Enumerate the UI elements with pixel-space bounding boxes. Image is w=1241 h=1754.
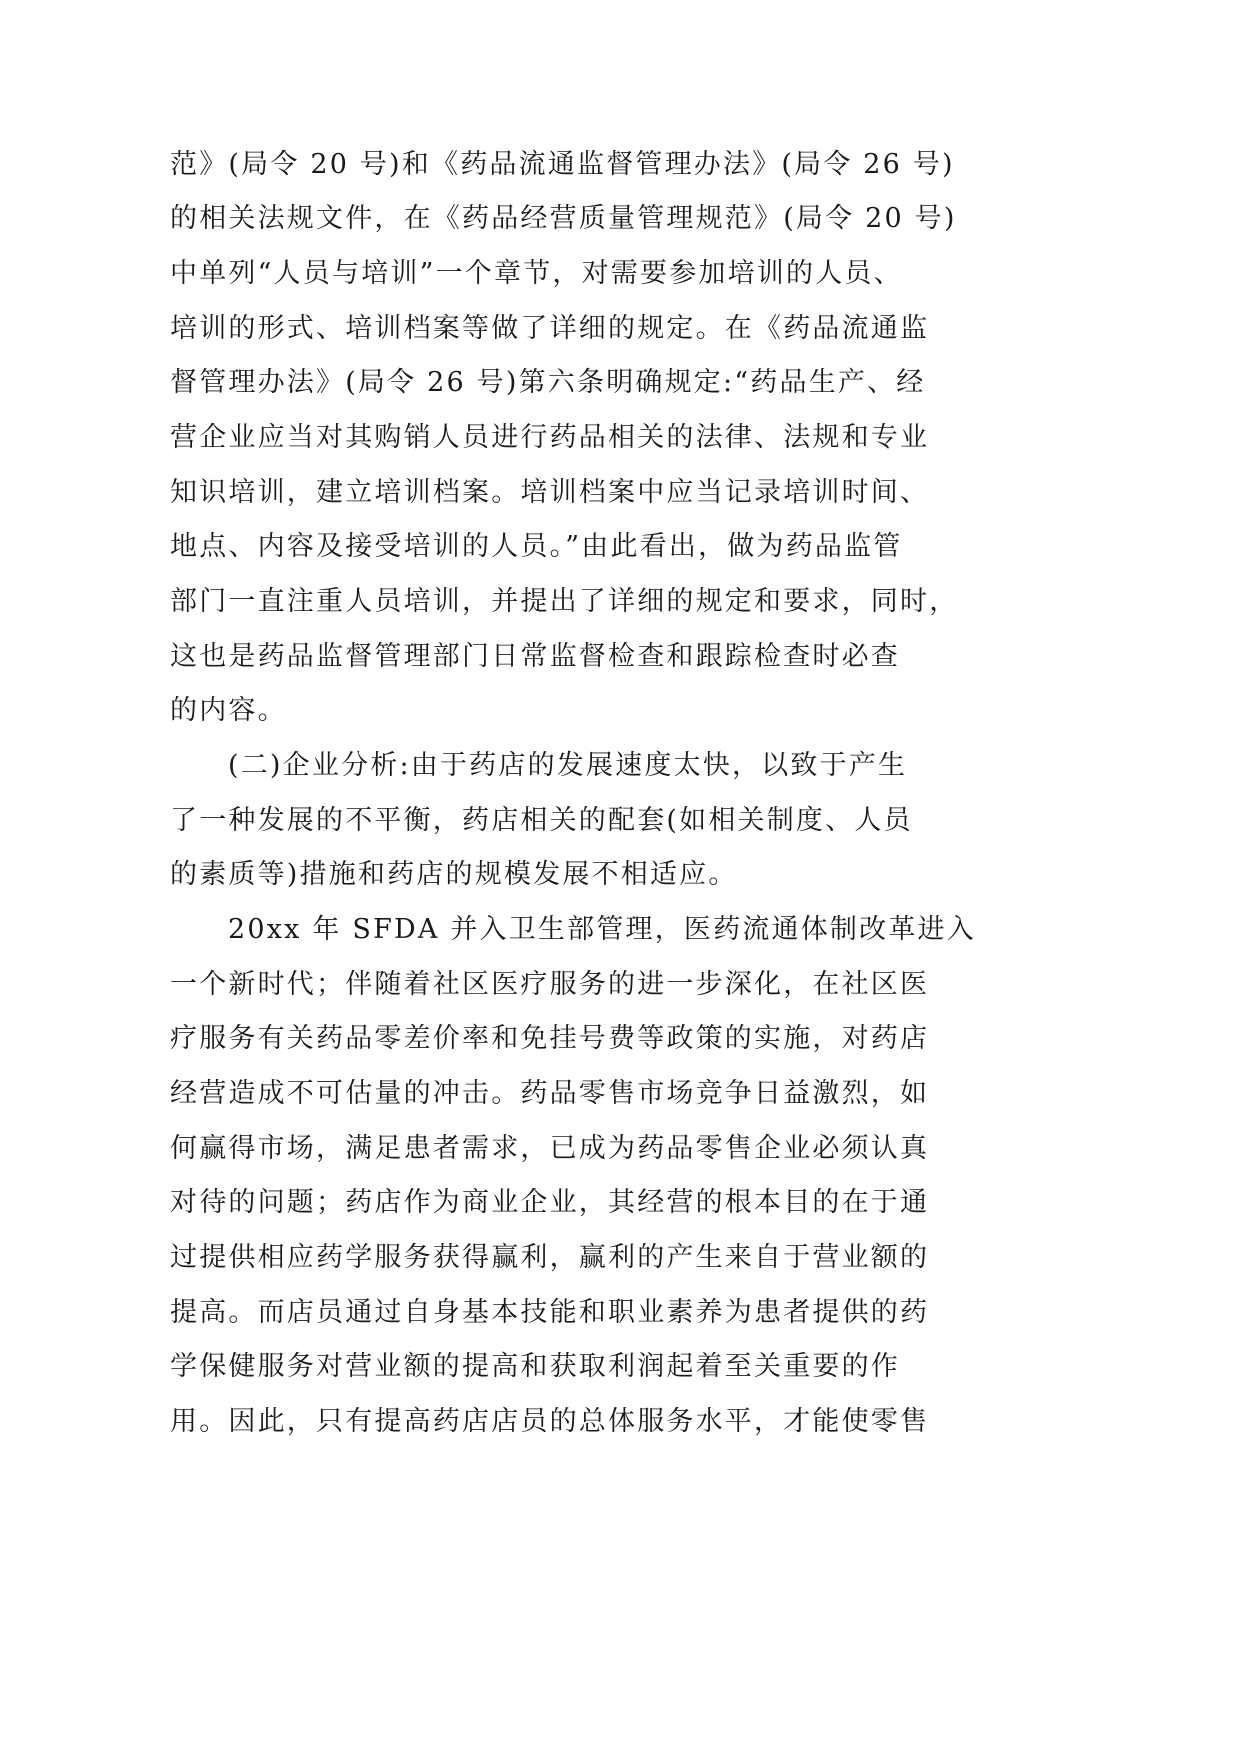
text-line: 营企业应当对其购销人员进行药品相关的法律、法规和专业 — [170, 422, 930, 453]
text-line: 中单列“人员与培训”一个章节，对需要参加培训的人员、 — [170, 258, 903, 289]
text-line: 督管理办法》(局令 26 号)第六条明确规定:“药品生产、经 — [170, 367, 926, 398]
text-line: 部门一直注重人员培训，并提出了详细的规定和要求，同时， — [170, 586, 959, 617]
text-line: 疗服务有关药品零差价率和免挂号费等政策的实施，对药店 — [170, 1023, 930, 1054]
text-line: 范》(局令 20 号)和《药品流通监督管理办法》(局令 26 号) — [170, 149, 955, 180]
text-line: 这也是药品监督管理部门日常监督检查和跟踪检查时必查 — [170, 641, 900, 672]
text-line: 培训的形式、培训档案等做了详细的规定。在《药品流通监 — [170, 313, 930, 344]
text-line: 地点、内容及接受培训的人员。”由此看出，做为药品监管 — [170, 531, 903, 562]
text-line: 过提供相应药学服务获得赢利，赢利的产生来自于营业额的 — [170, 1242, 930, 1273]
text-line: 了一种发展的不平衡，药店相关的配套(如相关制度、人员 — [170, 805, 913, 836]
text-line: 提高。而店员通过自身基本技能和职业素养为患者提供的药 — [170, 1297, 930, 1328]
text-line: 用。因此，只有提高药店店员的总体服务水平，才能使零售 — [170, 1406, 930, 1437]
text-line: 一个新时代；伴随着社区医疗服务的进一步深化，在社区医 — [170, 969, 930, 1000]
text-line: 的相关法规文件，在《药品经营质量管理规范》(局令 20 号) — [170, 203, 957, 234]
text-line: 对待的问题；药店作为商业企业，其经营的根本目的在于通 — [170, 1187, 930, 1218]
text-line: 20xx 年 SFDA 并入卫生部管理，医药流通体制改革进入 — [228, 914, 976, 945]
text-line: 学保健服务对营业额的提高和获取利润起着至关重要的作 — [170, 1351, 900, 1382]
text-line: 何赢得市场，满足患者需求，已成为药品零售企业必须认真 — [170, 1133, 930, 1164]
text-line: 的素质等)措施和药店的规模发展不相适应。 — [170, 859, 738, 890]
text-line: (二)企业分析:由于药店的发展速度太快，以致于产生 — [228, 750, 908, 781]
text-line: 经营造成不可估量的冲击。药品零售市场竞争日益激烈，如 — [170, 1078, 930, 1109]
text-line: 的内容。 — [170, 695, 287, 726]
text-line: 知识培训，建立培训档案。培训档案中应当记录培训时间、 — [170, 477, 930, 508]
